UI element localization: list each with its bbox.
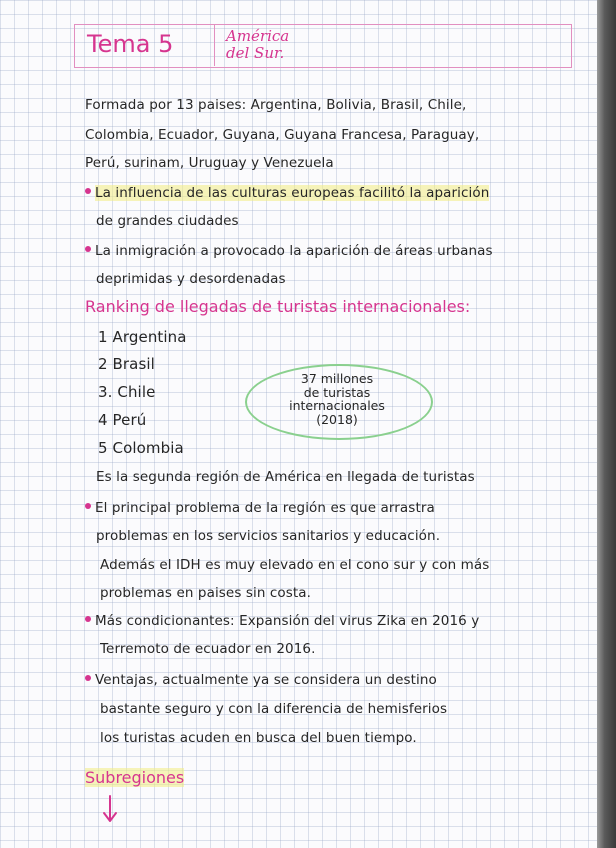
ranking-item: 2 Brasil [98,355,155,373]
ranking-item: 4 Perú [98,411,147,429]
intro-line: Formada por 13 paises: Argentina, Bolivia, Brasil, Chile, [85,97,467,113]
subregions-text: Subregiones [85,768,185,787]
bullet-continuation: deprimidas y desordenadas [96,271,286,287]
topic-subtitle [226,28,346,62]
subtitle-line: América [226,27,290,45]
subregions-heading [85,768,184,787]
note-line: (2018) [316,411,358,427]
ranking-item: 1 Argentina [98,328,187,346]
bullet-item [85,672,437,688]
bullet-icon [85,503,91,509]
bullet-item [85,613,479,629]
bullet-continuation: de grandes ciudades [96,213,239,229]
bullet-text: El principal problema de la región es que arrastra [95,500,435,516]
bullet-continuation: Además el IDH es muy elevado en el cono sur y con más [100,557,490,573]
bullet-item [85,185,489,201]
bullet-continuation: problemas en paises sin costa. [100,585,312,601]
bullet-continuation: Terremoto de ecuador en 2016. [100,641,316,657]
bullet-continuation: problemas en los servicios sanitarios y educación. [96,528,441,544]
tourists-note [262,372,412,426]
ranking-item: 3. Chile [98,383,156,401]
bullet-icon [85,675,91,681]
title-box [74,24,572,68]
subtitle-line: del Sur. [226,44,285,62]
bullet-continuation: bastante seguro y con la diferencia de hemisferios [100,701,448,717]
note-line: internacionales [289,398,385,413]
topic-title: Tema 5 [87,30,174,58]
bullet-icon [85,616,91,622]
note-line: 37 millones [300,371,374,386]
second-region-line: Es la segunda región de América en llegada de turistas [96,469,475,485]
note-line: de turistas [303,384,371,400]
bullet-text: Ventajas, actualmente ya se considera un destino [95,672,437,688]
intro-line: Perú, surinam, Uruguay y Venezuela [85,155,334,171]
ranking-heading: Ranking de llegadas de turistas internacionales: [85,297,471,316]
title-divider [214,25,215,66]
page-edge-shadow [597,0,616,848]
ranking-item: 5 Colombia [98,439,184,457]
bullet-text: La inmigración a provocado la aparición de áreas urbanas [95,243,493,259]
down-arrow-icon [100,794,120,824]
intro-line: Colombia, Ecuador, Guyana, Guyana Francesa, Paraguay, [85,127,480,143]
bullet-text: La influencia de las culturas europeas facilitó la aparición [95,185,490,201]
bullet-item [85,500,435,516]
bullet-item [85,243,493,259]
bullet-icon [85,188,91,194]
bullet-icon [85,246,91,252]
bullet-continuation: los turistas acuden en busca del buen tiempo. [100,730,417,746]
bullet-text: Más condicionantes: Expansión del virus Zika en 2016 y [95,613,480,629]
